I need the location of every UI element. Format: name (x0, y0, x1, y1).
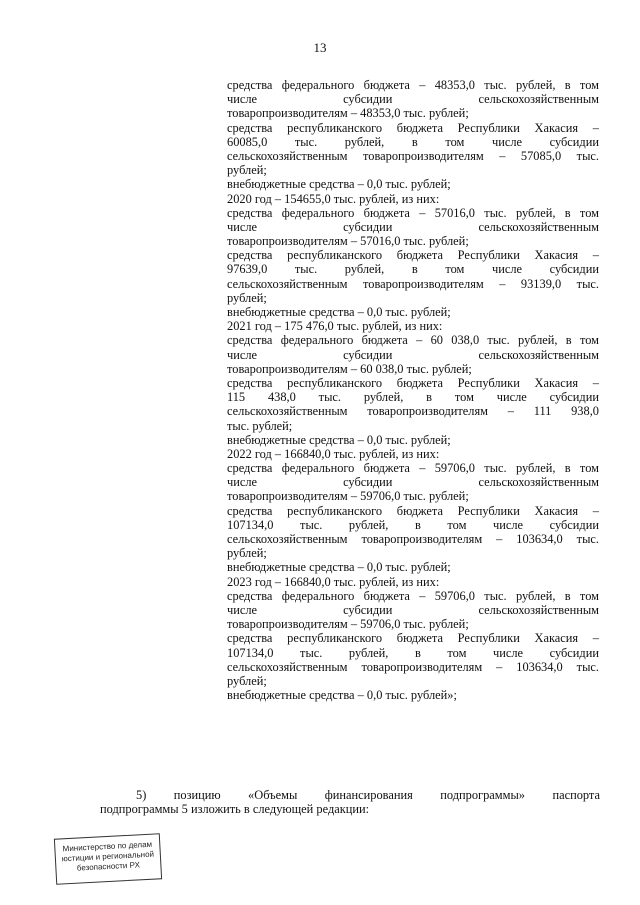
text-line: внебюджетные средства – 0,0 тыс. рублей; (227, 560, 451, 575)
text-line: 115 438,0 тыс. рублей, в том числе субсидии (227, 390, 599, 405)
item-5-line-2: подпрограммы 5 изложить в следующей редакции: (100, 802, 370, 817)
text-line: средства федерального бюджета – 57016,0 тыс. рублей, в том (227, 205, 599, 220)
text-line: тыс. рублей; (227, 418, 293, 433)
document-body (227, 78, 599, 702)
text-line: 2023 год – 166840,0 тыс. рублей, из них: (227, 574, 440, 589)
text-line: средства республиканского бюджета Республики Хакасия – (227, 120, 599, 135)
text-line: внебюджетные средства – 0,0 тыс. рублей; (227, 177, 451, 192)
item-5-paragraph (100, 788, 600, 816)
stamp-line-2: юстиции и региональной (61, 849, 155, 864)
stamp-line-3: безопасности РХ (76, 860, 141, 873)
text-line: числе субсидии сельскохозяйственным (227, 219, 599, 234)
text-line: средства федерального бюджета – 60 038,0 тыс. рублей, в том (227, 333, 599, 348)
text-line: 2021 год – 175 476,0 тыс. рублей, из них: (227, 319, 443, 334)
text-line: сельскохозяйственным товаропроизводителям – 93139,0 тыс. (227, 276, 599, 291)
text-line: 2022 год – 166840,0 тыс. рублей, из них: (227, 446, 440, 461)
text-line: средства федерального бюджета – 59706,0 тыс. рублей, в том (227, 461, 599, 476)
text-line: сельскохозяйственным товаропроизводителям – 103634,0 тыс. (227, 532, 599, 546)
text-line: числе субсидии сельскохозяйственным (227, 347, 599, 362)
text-line: товаропроизводителям – 59706,0 тыс. рублей; (227, 489, 469, 504)
page-number: 13 (313, 40, 327, 55)
text-line: товаропроизводителям – 48353,0 тыс. рублей; (227, 106, 469, 121)
text-line: сельскохозяйственным товаропроизводителям – 57085,0 тыс. (227, 148, 599, 163)
text-line: 60085,0 тыс. рублей, в том числе субсидии (227, 134, 599, 149)
text-line: товаропроизводителям – 57016,0 тыс. рублей; (227, 234, 469, 249)
text-line: числе субсидии сельскохозяйственным (227, 92, 599, 107)
text-line: 107134,0 тыс. рублей, в том числе субсидии (227, 517, 599, 532)
text-line: 107134,0 тыс. рублей, в том числе субсидии (227, 645, 599, 660)
text-line: средства республиканского бюджета Республики Хакасия – (227, 375, 599, 390)
text-line: рублей; (227, 673, 267, 688)
text-line: средства федерального бюджета – 48353,0 тыс. рублей, в том (227, 78, 599, 92)
ministry-stamp (54, 833, 162, 884)
text-line: числе субсидии сельскохозяйственным (227, 602, 599, 617)
item-5-line-1: 5) позицию «Объемы финансирования подпрограммы» паспорта (136, 788, 600, 802)
text-line: рублей; (227, 163, 267, 178)
text-line: средства республиканского бюджета Республики Хакасия – (227, 248, 599, 263)
text-line: товаропроизводителям – 59706,0 тыс. рублей; (227, 617, 469, 632)
text-line: средства федерального бюджета – 59706,0 тыс. рублей, в том (227, 588, 599, 603)
text-line: рублей; (227, 546, 267, 561)
text-line: товаропроизводителям – 60 038,0 тыс. рублей; (227, 361, 472, 376)
text-line: сельскохозяйственным товаропроизводителям – 103634,0 тыс. (227, 659, 599, 674)
text-line: внебюджетные средства – 0,0 тыс. рублей; (227, 432, 451, 447)
text-line: числе субсидии сельскохозяйственным (227, 475, 599, 490)
text-line: рублей; (227, 290, 267, 305)
stamp-line-1: Министерство по делам (62, 839, 153, 854)
text-line: 2020 год – 154655,0 тыс. рублей, из них: (227, 191, 440, 206)
text-line: внебюджетные средства – 0,0 тыс. рублей; (227, 305, 451, 319)
text-line: сельскохозяйственным товаропроизводителям – 111 938,0 (227, 404, 599, 419)
text-line: внебюджетные средства – 0,0 тыс. рублей»; (227, 688, 457, 703)
text-line: 97639,0 тыс. рублей, в том числе субсидии (227, 262, 599, 277)
text-line: средства республиканского бюджета Республики Хакасия – (227, 631, 599, 646)
text-line: средства республиканского бюджета Республики Хакасия – (227, 503, 599, 518)
